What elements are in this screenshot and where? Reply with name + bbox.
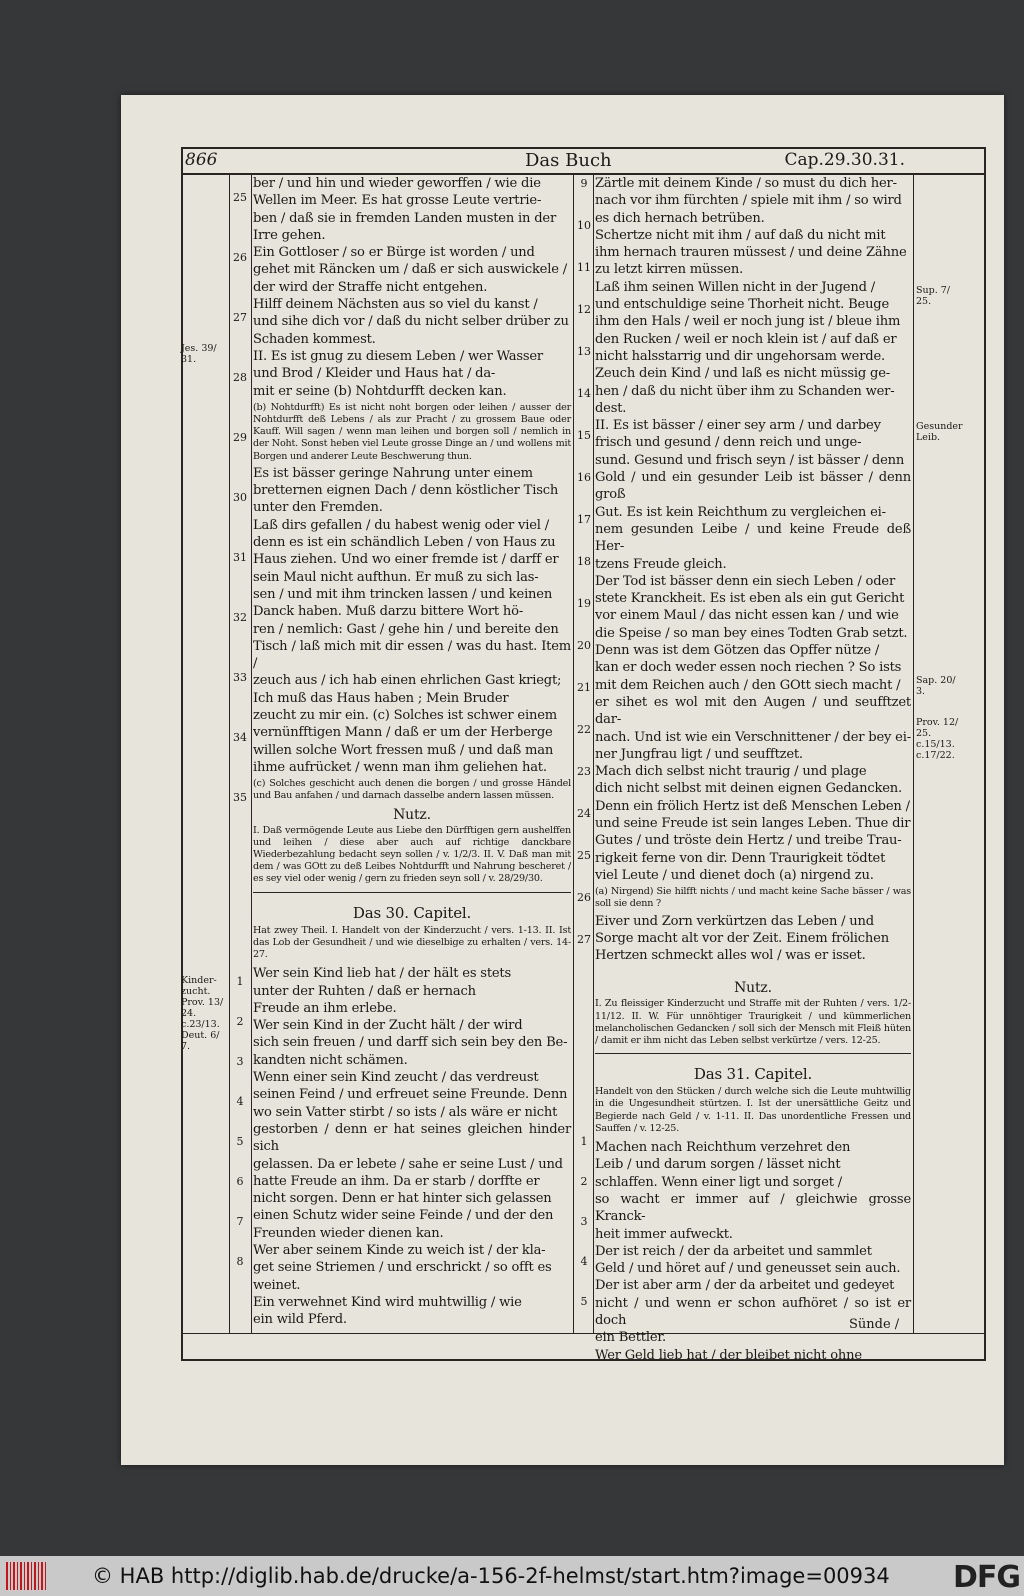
- footnote-a: (a) Nirgend) Sie hilfft nichts / und macht keine Sache bässer / was soll sie denn ?: [595, 886, 911, 910]
- catchword: Sünde /: [849, 1317, 900, 1332]
- text-line: Gut. Es ist kein Reichthum zu vergleichen ei-: [595, 504, 886, 520]
- right-margin-rule: [913, 173, 914, 1333]
- text-line: hatte Freude an ihm. Da er starb / dorffte er: [253, 1173, 540, 1189]
- text-line: Schaden kommest.: [253, 331, 376, 347]
- chapter-reference: Cap.29.30.31.: [784, 150, 905, 170]
- text-line: ren / nemlich: Gast / gehe hin / und bereite den: [253, 621, 559, 637]
- footnote-c: (c) Solches geschicht auch denen die borgen / und grosse Händel und Bau anfahen / und darnach dasselbe andern lassen müssen.: [253, 778, 571, 802]
- text-line: ber / und hin und wieder geworffen / wie die: [253, 176, 541, 191]
- text-line: gestorben / denn er hat seines gleichen hinder sich: [253, 1121, 571, 1155]
- text-line: Der Tod ist bässer denn ein siech Leben / oder: [595, 573, 896, 589]
- text-line: Zeuch dein Kind / und laß es nicht müssig ge-: [595, 366, 890, 382]
- column-center-rule: [573, 173, 574, 1333]
- nutz-heading-right: Nutz.: [734, 980, 772, 997]
- text-line: Freude an ihm erlebe.: [253, 1000, 397, 1016]
- verse-number: 34: [233, 731, 247, 744]
- text-line: Ein Gottloser / so er Bürge ist worden / und: [253, 245, 535, 261]
- barcode-icon: [6, 1562, 46, 1590]
- text-line: Wer sein Kind lieb hat / der hält es stets: [253, 966, 512, 982]
- verse-number: 33: [233, 671, 247, 684]
- text-line: ben / daß sie in fremden Landen musten in der: [253, 210, 556, 226]
- text-line: zeuch aus / ich hab einen ehrlichen Gast kriegt;: [253, 673, 562, 689]
- text-line: nicht / und wenn er schon aufhöret / so ist er doch: [595, 1295, 911, 1329]
- text-line: tzens Freude gleich.: [595, 556, 727, 572]
- text-line: II. Es ist gnug zu diesem Leben / wer Wasser: [253, 348, 543, 364]
- text-line: get seine Striemen / und erschrickt / so offt es: [253, 1260, 552, 1276]
- text-line: Der ist aber arm / der da arbeitet und gedeyet: [595, 1278, 895, 1294]
- chapter-31-title: Das 31. Capitel.: [693, 1065, 813, 1084]
- text-line: wo sein Vatter stirbt / so ists / als wäre er nicht: [253, 1104, 558, 1120]
- verse-number: 8: [236, 1255, 244, 1268]
- right-column: [595, 175, 911, 1364]
- text-line: willen solche Wort fressen muß / und daß man: [253, 742, 554, 758]
- verse-number: 5: [580, 1295, 588, 1308]
- text-line: Wer Geld lieb hat / der bleibet nicht ohne: [595, 1347, 862, 1363]
- verse-number: 27: [233, 311, 247, 324]
- section-divider-left: [253, 892, 571, 893]
- text-line: denn es ist ein schändlich Leben / von Haus zu: [253, 535, 556, 551]
- footer-bar: [0, 1556, 1024, 1596]
- text-line: Irre gehen.: [253, 227, 326, 243]
- text-line: Es ist bässer geringe Nahrung unter einem: [253, 465, 533, 481]
- text-line: unter den Fremden.: [253, 500, 383, 516]
- text-line: die Speise / so man bey eines Todten Grab setzt.: [595, 625, 908, 641]
- margin-note-right-2: Gesunder Leib.: [916, 421, 963, 443]
- text-line: vernünfftigen Mann / daß er um der Herberge: [253, 725, 553, 741]
- text-line: rigkeit ferne von dir. Denn Traurigkeit tödtet: [595, 850, 886, 866]
- verse-number: 12: [577, 303, 591, 316]
- margin-note-left-2: Kinder- zucht. Prov. 13/ 24. c.23/13. Deut. 6/ 7.: [181, 975, 224, 1052]
- text-line: gelassen. Da er lebete / sahe er seine Lust / und: [253, 1156, 563, 1172]
- text-line: Ich muß das Haus haben ; Mein Bruder: [253, 690, 509, 706]
- left-text-block-b: [253, 465, 571, 776]
- verse-number: 21: [577, 681, 591, 694]
- text-line: nach. Und ist wie ein Verschnittener / der bey ei-: [595, 729, 911, 745]
- right-text-block-b: [595, 913, 911, 965]
- text-line: II. Es ist bässer / einer sey arm / und darbey: [595, 418, 881, 434]
- text-line: Eiver und Zorn verkürtzen das Leben / und: [595, 913, 874, 929]
- verse-number: 7: [236, 1215, 244, 1228]
- text-line: ihme aufrücket / wenn man ihm geliehen hat.: [253, 759, 547, 775]
- text-line: nicht sorgen. Denn er hat hinter sich gelassen: [253, 1191, 552, 1207]
- verse-number: 22: [577, 723, 591, 736]
- text-line: Wer aber seinem Kinde zu weich ist / der kla-: [253, 1243, 546, 1258]
- margin-note-right-1: Sup. 7/ 25.: [916, 285, 950, 307]
- verse-number: 16: [577, 471, 591, 484]
- chapter-31-summary: Handelt von den Stücken / durch welche sich die Leute muhtwillig in die Ungesundheit stürtzen. I. Ist der unersättliche Geitz und Begierde nach Geld / v. 1-11. II. Das unordentliche Fressen und Sauffen / v. 12-25.: [595, 1086, 911, 1134]
- text-line: Machen nach Reichthum verzehret den: [595, 1140, 851, 1156]
- verse-number: 9: [580, 177, 588, 190]
- verse-number: 28: [233, 371, 247, 384]
- text-line: Wellen im Meer. Es hat grosse Leute vertrie-: [253, 193, 542, 209]
- verse-number: 27: [577, 933, 591, 946]
- verse-number: 26: [577, 891, 591, 904]
- text-line: dich nicht selbst mit deinen eignen Gedancken.: [595, 781, 902, 797]
- verse-number: 25: [577, 849, 591, 862]
- text-line: Laß dirs gefallen / du habest wenig oder viel /: [253, 517, 549, 533]
- text-line: Gold / und ein gesunder Leib ist bässer / denn groß: [595, 470, 911, 503]
- text-line: Haus ziehen. Und wo einer fremde ist / darff er: [253, 552, 559, 568]
- text-line: und entschuldige seine Thorheit nicht. Beuge: [595, 297, 890, 313]
- page-number: 866: [185, 150, 218, 170]
- left-text-block-c: [253, 965, 571, 1328]
- verse-number: 32: [233, 611, 247, 624]
- text-line: Hertzen schmeckt alles wol / was er isset.: [595, 948, 866, 964]
- nutz-text-left: I. Daß vermögende Leute aus Liebe den Dürfftigen gern aushelffen und leihen / diese aber auch auf richtige danckbare Wiederbezahlung bedacht seyn sollen / v. 1/2/3. II. V. Daß man mit dem / was GOtt zu deß Leibes Nohtdurfft und Nahrung bescheret / es sey viel oder wenig / gern zu frieden seyn soll / v. 28/29/30.: [253, 824, 571, 885]
- text-line: ihm hernach trauren müssest / und deine Zähne: [595, 245, 907, 261]
- text-line: Wer sein Kind in der Zucht hält / der wird: [253, 1018, 523, 1034]
- nutz-heading-left: Nutz.: [393, 806, 431, 823]
- text-line: mit dem Reichen auch / den GOtt siech macht /: [595, 677, 901, 693]
- text-line: Tisch / laß mich mit dir essen / was du hast. Item /: [253, 638, 571, 672]
- verse-number: 29: [233, 431, 247, 444]
- text-line: Der ist reich / der da arbeitet und sammlet: [595, 1243, 872, 1259]
- verse-number: 11: [577, 261, 591, 274]
- text-line: Sorge macht alt vor der Zeit. Einem frölichen: [595, 930, 889, 946]
- right-text-block-a: [595, 175, 911, 884]
- verse-number: 17: [577, 513, 591, 526]
- text-line: sen / und mit ihm trincken lassen / und keinen: [253, 586, 553, 602]
- running-title: Das Buch: [525, 150, 612, 171]
- text-line: Schertze nicht mit ihm / auf daß du nicht mit: [595, 227, 886, 243]
- text-line: gehet mit Räncken um / daß er sich auswickele /: [253, 262, 567, 278]
- text-line: so wacht er immer auf / gleichwie grosse Kranck-: [595, 1191, 911, 1225]
- text-line: vor einem Maul / das nicht essen kan / und wie: [595, 608, 899, 624]
- text-line: viel Leute / und dienet doch (a) nirgend zu.: [595, 867, 874, 883]
- text-line: zeucht zu mir ein. (c) Solches ist schwer einem: [253, 708, 557, 724]
- margin-note-right-4: Prov. 12/ 25. c.15/13. c.17/22.: [916, 717, 959, 761]
- text-line: Wenn einer sein Kind zeucht / das verdreust: [253, 1070, 539, 1086]
- text-line: unter der Ruhten / daß er hernach: [253, 983, 476, 999]
- verse-number: 25: [233, 191, 247, 204]
- verse-number: 13: [577, 345, 591, 358]
- nutz-text-right: I. Zu fleissiger Kinderzucht und Straffe mit der Ruhten / vers. 1/2-11/12. II. W. Für unnöhtiger Traurigkeit / und kümmerlichen melancholischen Gedancken / soll sich der Mensch mit Fleiß hüten / damit er ihm nicht das Leben selbst verkürtze / vers. 12-25.: [595, 998, 911, 1047]
- verse-number: 14: [577, 387, 591, 400]
- verse-number: 1: [580, 1135, 588, 1148]
- text-line: Danck haben. Muß darzu bittere Wort hö-: [253, 604, 524, 620]
- text-line: schlaffen. Wenn einer ligt und sorget /: [595, 1174, 843, 1190]
- text-line: bretternen eignen Dach / denn köstlicher Tisch: [253, 483, 559, 499]
- left-column: [253, 175, 571, 1328]
- verse-number: 10: [577, 219, 591, 232]
- source-link[interactable]: © HAB http://diglib.hab.de/drucke/a-156-2f-helmst/start.htm?image=00934: [92, 1564, 890, 1588]
- verse-number: 2: [580, 1175, 588, 1188]
- text-line: Zärtle mit deinem Kinde / so must du dich her-: [595, 176, 897, 191]
- text-line: frisch und gesund / denn reich und unge-: [595, 435, 862, 451]
- verse-number: 31: [233, 551, 247, 564]
- verse-number: 30: [233, 491, 247, 504]
- footnote-b: (b) Nohtdurfft) Es ist nicht noht borgen oder leihen / ausser der Nohtdurfft deß Lebens / als zur Pracht / zu grossem Baue oder Kauff. Will sagen / wenn man leihen und borgen soll / nemlich in der Noht. Sonst heben viel Leute grosse Dinge an / und wollens mit Borgen und anderer Leute Beschwerung thun.: [253, 401, 571, 462]
- book-page: [121, 95, 1004, 1465]
- text-line: seinen Feind / und erfreuet seine Freunde. Denn: [253, 1087, 568, 1103]
- text-line: mit er seine (b) Nohtdurfft decken kan.: [253, 383, 507, 399]
- verse-number: 1: [236, 975, 244, 988]
- verse-number: 26: [233, 251, 247, 264]
- verse-number: 35: [233, 791, 247, 804]
- text-line: kandten nicht schämen.: [253, 1052, 408, 1068]
- text-line: Hilff deinem Nächsten aus so viel du kanst /: [253, 297, 538, 313]
- text-line: hen / daß du nicht über ihm zu Schanden wer-: [595, 383, 895, 399]
- column-left-rule: [251, 173, 252, 1333]
- text-line: Gutes / und tröste dein Hertz / und treibe Trau-: [595, 833, 902, 849]
- text-line: und seine Freude ist sein langes Leben. Thue dir: [595, 815, 911, 831]
- text-line: nicht halsstarrig und dir ungehorsam werde.: [595, 348, 885, 364]
- text-line: Geld / und höret auf / und geneusset sein auch.: [595, 1261, 901, 1277]
- left-text-block-a: [253, 175, 571, 400]
- verse-number: 15: [577, 429, 591, 442]
- verse-number: 5: [236, 1135, 244, 1148]
- text-line: dest.: [595, 400, 627, 416]
- text-line: stete Kranckheit. Es ist eben als ein gut Gericht: [595, 591, 905, 607]
- page-header: [185, 150, 985, 172]
- verse-number: 4: [236, 1095, 244, 1108]
- verse-number: 3: [580, 1215, 588, 1228]
- verse-number: 24: [577, 807, 591, 820]
- chapter-30-title: Das 30. Capitel.: [352, 903, 472, 922]
- text-line: heit immer aufweckt.: [595, 1226, 733, 1242]
- text-line: sund. Gesund und frisch seyn / ist bässer / denn: [595, 452, 905, 468]
- text-line: einen Schutz wider seine Feinde / und der den: [253, 1208, 554, 1224]
- text-line: kan er doch weder essen noch riechen ? So ists: [595, 660, 902, 676]
- text-line: ihm den Hals / weil er noch jung ist / bleue ihm: [595, 314, 901, 330]
- verse-number: 2: [236, 1015, 244, 1028]
- verse-number: 20: [577, 639, 591, 652]
- text-line: Mach dich selbst nicht traurig / und plage: [595, 764, 867, 780]
- verse-number: 3: [236, 1055, 244, 1068]
- column-center-rule-2: [593, 173, 594, 1333]
- text-line: Leib / und darum sorgen / lässet nicht: [595, 1157, 841, 1173]
- text-line: Freunden wieder dienen kan.: [253, 1225, 444, 1241]
- text-line: sich sein freuen / und darff sich sein bey den Be-: [253, 1035, 568, 1051]
- verse-number: 19: [577, 597, 591, 610]
- verse-number: 4: [580, 1255, 588, 1268]
- section-divider-right: [595, 1053, 911, 1054]
- verse-number: 18: [577, 555, 591, 568]
- margin-note-right-3: Sap. 20/ 3.: [916, 675, 956, 697]
- text-line: den Rucken / weil er noch klein ist / auf daß er: [595, 331, 897, 347]
- dfg-logo: DFG: [952, 1560, 1020, 1595]
- chapter-30-summary: Hat zwey Theil. I. Handelt von der Kinderzucht / vers. 1-13. II. Ist das Lob der Gesundheit / und wie dieselbige zu erhalten / vers. 14-27.: [253, 924, 571, 961]
- text-line: er sihet es wol mit den Augen / und seufftzet dar-: [595, 694, 911, 728]
- text-line: Denn ein frölich Hertz ist deß Menschen Leben /: [595, 798, 910, 814]
- text-line: Ein verwehnet Kind wird muhtwillig / wie: [253, 1294, 522, 1310]
- text-line: und sihe dich vor / daß du nicht selber drüber zu: [253, 314, 569, 330]
- text-line: zu letzt kirren müssen.: [595, 262, 744, 278]
- text-line: ein Bettler.: [595, 1330, 666, 1346]
- text-line: ner Jungfrau ligt / und seufftzet.: [595, 746, 803, 762]
- verse-number: 6: [236, 1175, 244, 1188]
- margin-note-left-1: Jes. 39/ 31.: [181, 343, 217, 365]
- left-margin-rule: [229, 173, 230, 1333]
- text-line: weinet.: [253, 1277, 301, 1293]
- text-line: ein wild Pferd.: [253, 1312, 347, 1328]
- text-line: Laß ihm seinen Willen nicht in der Jugend /: [595, 279, 875, 295]
- text-line: es dich hernach betrüben.: [595, 210, 765, 226]
- text-line: der wird der Straffe nicht entgehen.: [253, 279, 488, 295]
- text-line: nem gesunden Leibe / und keine Freude deß Her-: [595, 521, 911, 555]
- text-line: sein Maul nicht aufthun. Er muß zu sich las-: [253, 569, 539, 585]
- text-line: nach vor ihm fürchten / spiele mit ihm / so wird: [595, 193, 902, 209]
- text-line: Denn was ist dem Götzen das Opffer nütze /: [595, 643, 880, 659]
- text-line: und Brod / Kleider und Haus hat / da-: [253, 366, 496, 382]
- verse-number: 23: [577, 765, 591, 778]
